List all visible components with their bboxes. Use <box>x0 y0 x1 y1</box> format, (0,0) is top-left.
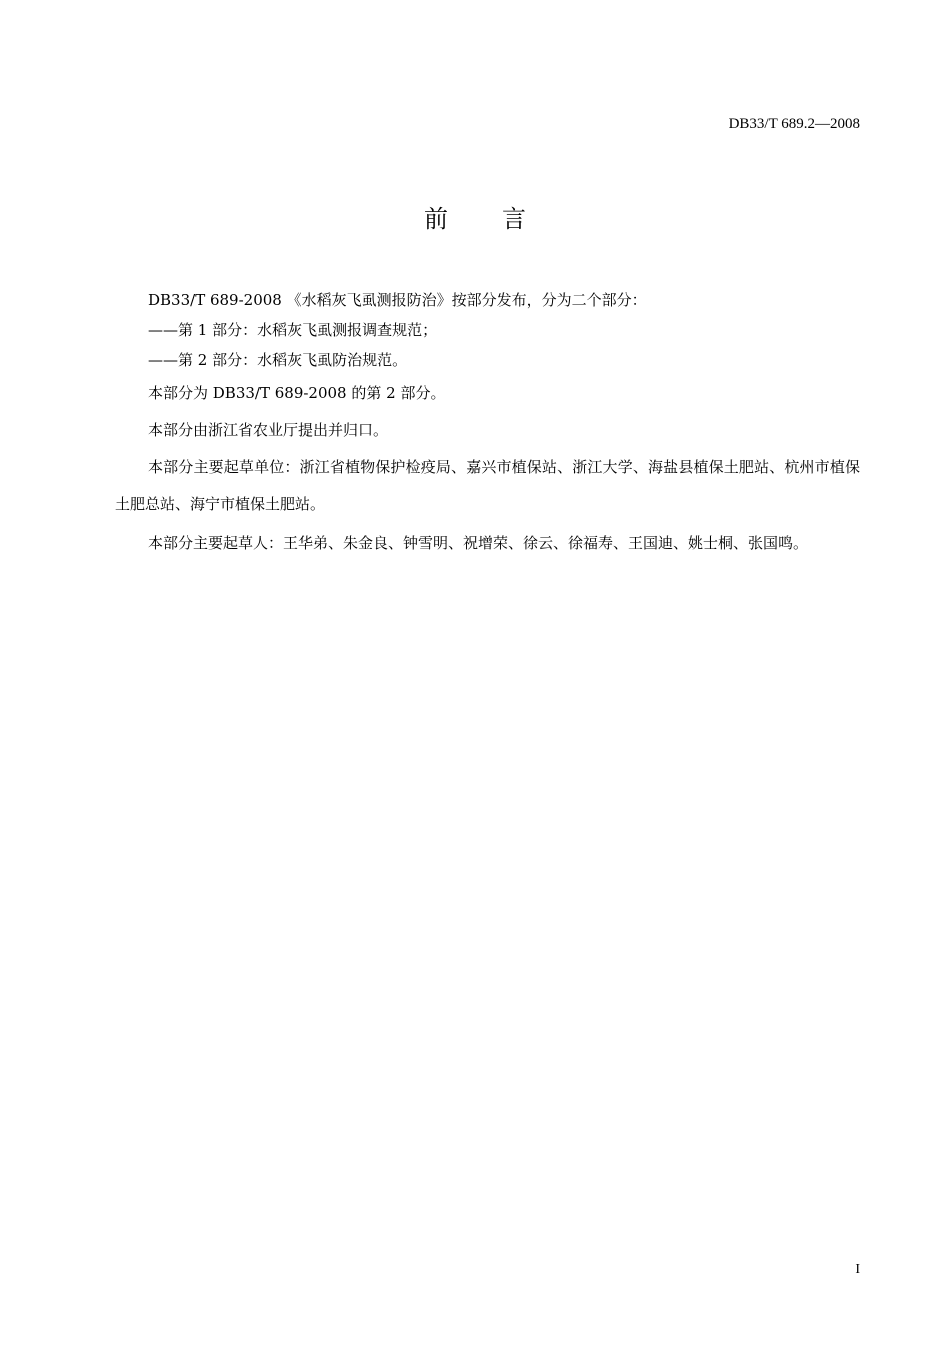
paragraph-drafters: 本部分主要起草人：王华弟、朱金良、钟雪明、祝增荣、徐云、徐福寿、王国迪、姚士桐、张国鸣。 <box>148 534 809 552</box>
paragraph-part-1: ——第 1 部分：水稻灰飞虱测报调查规范； <box>148 321 438 339</box>
section-title <box>0 202 950 236</box>
title-char-1: 前 <box>424 205 448 233</box>
paragraph-drafting-units: 本部分主要起草单位：浙江省植物保护检疫局、嘉兴市植保站、浙江大学、海盐县植保土肥站、杭州市植保土肥总站、海宁市植保土肥站。 <box>115 458 860 513</box>
page-number: I <box>855 1262 860 1277</box>
paragraph-publication: DB33/T 689-2008 《水稻灰飞虱测报防治》按部分发布，分为二个部分： <box>148 291 647 309</box>
paragraph-proposer: 本部分由浙江省农业厅提出并归口。 <box>148 421 389 439</box>
title-char-2: 言 <box>502 205 526 233</box>
paragraph-part-2: ——第 2 部分：水稻灰飞虱防治规范。 <box>148 351 408 369</box>
document-code: DB33/T 689.2—2008 <box>728 116 860 132</box>
foreword-body <box>115 290 860 562</box>
paragraph-this-part: 本部分为 DB33/T 689-2008 的第 2 部分。 <box>148 384 446 402</box>
